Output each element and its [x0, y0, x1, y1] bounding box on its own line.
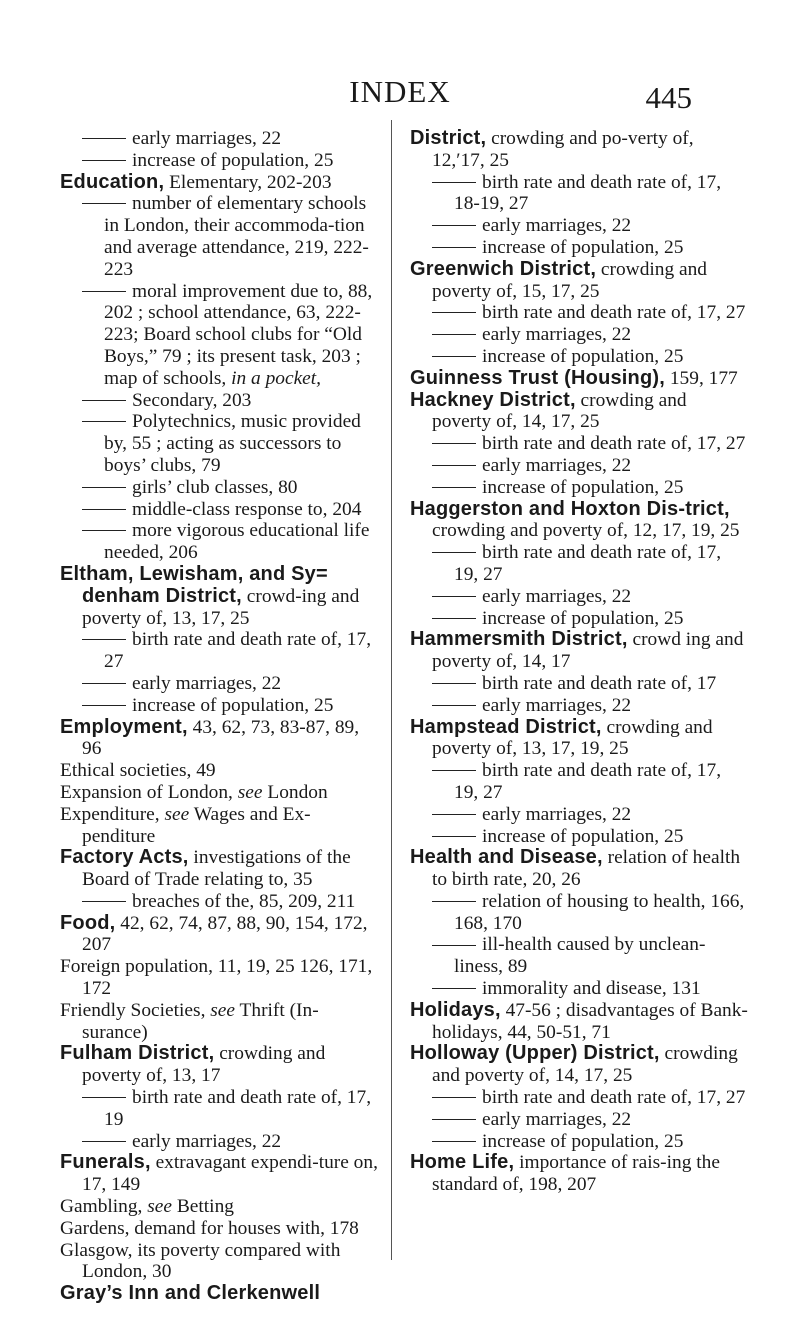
entry-italic: see [210, 999, 236, 1021]
page-number: 445 [645, 80, 692, 115]
entry-heading: Education, [60, 170, 165, 193]
index-entry [60, 956, 380, 1000]
entry-text: 42, 62, 74, 87, 88, 90, 154, 172, 207 [82, 912, 368, 956]
entry-text: Secondary, 203 [132, 389, 252, 411]
entry-text: Polytechnics, music provided by, 55 ; acting as successors to boys’ clubs, 79 [104, 411, 361, 476]
entry-heading: Haggerston and Hoxton Dis-trict, [410, 497, 730, 520]
ditto-dash [432, 225, 476, 226]
entry-text: more vigorous educational life needed, 206 [104, 520, 370, 564]
ditto-dash [82, 138, 126, 139]
ditto-dash [82, 400, 126, 401]
entry-text: importance of rais-ing the standard of, 198, 207 [432, 1152, 720, 1196]
index-subentry [410, 934, 750, 978]
ditto-dash [432, 988, 476, 989]
ditto-dash [82, 705, 126, 706]
entry-text: crowding and poverty of, 12, 17, 19, 25 [432, 520, 740, 542]
entry-text: birth rate and death rate of, 17, 19 [104, 1087, 372, 1130]
index-entry [60, 760, 380, 782]
entry-heading: Home Life, [410, 1151, 515, 1174]
entry-italic: see [164, 803, 190, 825]
ditto-dash [82, 509, 126, 510]
ditto-dash [432, 552, 476, 553]
entry-heading: Health and Disease, [410, 846, 603, 869]
entry-text: 47-56 ; disadvantages of Bank-holidays, 44, 50-51, 71 [432, 999, 748, 1043]
ditto-dash [82, 160, 126, 161]
entry-text: crowding and poverty of, 13, 17 [82, 1043, 326, 1087]
index-entry [410, 390, 750, 434]
index-subentry [60, 1131, 380, 1153]
ditto-dash [432, 312, 476, 313]
index-entry [60, 1043, 380, 1087]
index-entry [60, 1240, 380, 1284]
index-subentry [410, 891, 750, 935]
entry-heading: Gray’s Inn and Clerkenwell [60, 1282, 321, 1305]
ditto-dash [432, 901, 476, 902]
ditto-dash [432, 465, 476, 466]
entry-heading: Holloway (Upper) District, [410, 1042, 660, 1065]
entry-text: ill-health caused by unclean-liness, 89 [454, 934, 706, 978]
entry-heading: Food, [60, 911, 116, 934]
entry-text: girls’ club classes, 80 [132, 476, 298, 498]
ditto-dash [82, 1141, 126, 1142]
entry-text: extravagant expendi-ture on, 17, 149 [82, 1152, 378, 1196]
page-header [0, 74, 800, 114]
entry-heading: Funerals, [60, 1151, 151, 1174]
entry-text: early marriages, 22 [482, 454, 632, 476]
entry-italic: in a pocket, [231, 367, 322, 389]
index-subentry [410, 455, 750, 477]
entry-text: Wages and Ex-penditure [82, 803, 311, 847]
index-subentry [410, 586, 750, 608]
entry-heading: Hampstead District, [410, 715, 602, 738]
entry-text: birth rate and death rate of, 17, 27 [482, 302, 746, 324]
index-subentry [410, 978, 750, 1000]
ditto-dash [82, 1097, 126, 1098]
entry-text: 159, 177 [665, 367, 738, 389]
entry-text: Gambling, [60, 1196, 148, 1218]
index-entry [60, 1218, 380, 1240]
entry-text: birth rate and death rate of, 17 [482, 672, 717, 694]
entry-text: birth rate and death rate of, 17, 19, 27 [454, 542, 722, 585]
ditto-dash [432, 596, 476, 597]
index-subentry [410, 542, 750, 586]
ditto-dash [82, 639, 126, 640]
entry-text: early marriages, 22 [132, 672, 282, 694]
entry-text: London [262, 781, 328, 803]
ditto-dash [432, 836, 476, 837]
entry-text: crowding and poverty of, 13, 17, 19, 25 [432, 716, 713, 760]
entry-text: birth rate and death rate of, 17, 18-19, 27 [454, 171, 722, 215]
entry-text: early marriages, 22 [132, 1130, 282, 1152]
entry-text: early marriages, 22 [482, 1108, 632, 1130]
index-subentry [60, 390, 380, 412]
entry-text: birth rate and death rate of, 17, 27 [482, 1087, 746, 1109]
entry-heading: Guinness Trust (Housing), [410, 366, 666, 389]
entry-text: Ethical societies, 49 [60, 760, 216, 782]
entry-text: crowding and poverty of, 14, 17, 25 [432, 389, 687, 433]
index-subentry [410, 302, 750, 324]
index-subentry [410, 172, 750, 216]
index-subentry [410, 215, 750, 237]
index-entry [410, 1043, 750, 1087]
ditto-dash [82, 291, 126, 292]
ditto-dash [432, 1097, 476, 1098]
index-subentry [410, 433, 750, 455]
column-divider [391, 120, 392, 1260]
entry-text: Thrift (In-surance) [82, 999, 319, 1043]
entry-heading: Hammersmith District, [410, 628, 628, 651]
entry-text: early marriages, 22 [482, 215, 632, 237]
index-subentry [410, 477, 750, 499]
index-subentry [60, 673, 380, 695]
entry-heading: Employment, [60, 715, 188, 738]
entry-text: early marriages, 22 [482, 803, 632, 825]
index-entry [60, 804, 380, 848]
index-subentry [60, 629, 380, 673]
ditto-dash [432, 618, 476, 619]
entry-italic: see [147, 1196, 173, 1218]
entry-text: increase of population, 25 [482, 236, 684, 258]
index-entry [60, 717, 380, 761]
entry-text: Gardens, demand for houses with, 178 [60, 1217, 359, 1239]
ditto-dash [82, 901, 126, 902]
ditto-dash [82, 421, 126, 422]
ditto-dash [82, 530, 126, 531]
ditto-dash [82, 487, 126, 488]
index-subentry [60, 499, 380, 521]
ditto-dash [432, 945, 476, 946]
index-subentry [410, 324, 750, 346]
entry-text: crowd ing and poverty of, 14, 17 [432, 629, 744, 673]
index-entry [410, 1152, 750, 1196]
index-entry [60, 847, 380, 891]
entry-text: early marriages, 22 [482, 585, 632, 607]
entry-text: birth rate and death rate of, 17, 19, 27 [454, 760, 722, 803]
index-column-right [410, 128, 750, 1196]
entry-text: increase of population, 25 [482, 1130, 684, 1152]
index-subentry [60, 150, 380, 172]
index-subentry [410, 804, 750, 826]
index-entry [410, 128, 750, 172]
index-entry [60, 1196, 380, 1218]
entry-text: increase of population, 25 [482, 825, 684, 847]
entry-heading: Hackney District, [410, 388, 576, 411]
ditto-dash [432, 683, 476, 684]
entry-text: increase of population, 25 [482, 607, 684, 629]
entry-text: Expansion of London, [60, 781, 238, 803]
entry-text: breaches of the, 85, 209, 211 [132, 890, 356, 912]
index-subentry [410, 760, 750, 804]
index-subentry [60, 695, 380, 717]
entry-text: number of elementary schools in London, their accommoda-tion and average attendance, 219, 222-223 [104, 193, 369, 280]
index-subentry [60, 1087, 380, 1131]
entry-text: early marriages, 22 [482, 324, 632, 346]
index-entry [60, 1000, 380, 1044]
entry-heading: Holidays, [410, 998, 501, 1021]
index-entry [410, 259, 750, 303]
index-subentry [60, 411, 380, 476]
index-subentry [60, 477, 380, 499]
entry-text: relation of health to birth rate, 20, 26 [432, 847, 741, 891]
ditto-dash [82, 203, 126, 204]
ditto-dash [432, 487, 476, 488]
ditto-dash [432, 247, 476, 248]
entry-text: Betting [172, 1196, 234, 1218]
index-entry [410, 629, 750, 673]
index-entry [60, 1152, 380, 1196]
index-entry [410, 717, 750, 761]
entry-heading: Eltham, Lewisham, and Sy= denham District, [60, 562, 328, 607]
index-entry [410, 499, 750, 543]
ditto-dash [432, 770, 476, 771]
entry-text: crowding and poverty of, 14, 17, 25 [432, 1043, 738, 1087]
index-entry [410, 1000, 750, 1044]
ditto-dash [432, 1141, 476, 1142]
index-subentry [410, 346, 750, 368]
index-subentry [410, 695, 750, 717]
entry-heading: Factory Acts, [60, 846, 189, 869]
index-subentry [60, 281, 380, 390]
entry-text: Foreign population, 11, 19, 25 126, 171, 172 [60, 956, 373, 1000]
index-subentry [410, 826, 750, 848]
ditto-dash [432, 705, 476, 706]
index-entry [410, 368, 750, 390]
ditto-dash [82, 683, 126, 684]
entry-text: Elementary, 202-203 [164, 171, 332, 193]
entry-text: Glasgow, its poverty compared with London, 30 [60, 1239, 341, 1283]
entry-text: immorality and disease, 131 [482, 978, 701, 1000]
entry-text: increase of population, 25 [482, 476, 684, 498]
entry-text: birth rate and death rate of, 17, 27 [104, 629, 372, 673]
index-subentry [410, 1087, 750, 1109]
ditto-dash [432, 182, 476, 183]
entry-italic: see [237, 781, 263, 803]
index-entry [60, 564, 380, 629]
entry-text: 43, 62, 73, 83-87, 89, 96 [82, 716, 360, 760]
entry-text: middle-class response to, 204 [132, 498, 362, 520]
index-subentry [410, 608, 750, 630]
ditto-dash [432, 1119, 476, 1120]
index-subentry [410, 1131, 750, 1153]
entry-text: Friendly Societies, [60, 999, 211, 1021]
index-entry [60, 172, 380, 194]
entry-text: birth rate and death rate of, 17, 27 [482, 433, 746, 455]
entry-text: crowd-ing and poverty of, 13, 17, 25 [82, 585, 360, 629]
entry-text: increase of population, 25 [132, 149, 334, 171]
entry-text: crowding and poverty of, 15, 17, 25 [432, 258, 708, 302]
index-subentry [410, 1109, 750, 1131]
ditto-dash [432, 334, 476, 335]
index-entry [60, 782, 380, 804]
entry-text: crowding and po-verty of, 12,ʹ17, 25 [432, 128, 694, 171]
index-entry [410, 847, 750, 891]
index-entry [60, 913, 380, 957]
page-title: INDEX [349, 74, 451, 109]
ditto-dash [432, 443, 476, 444]
entry-text: Expenditure, [60, 803, 165, 825]
entry-text: early marriages, 22 [482, 694, 632, 716]
ditto-dash [432, 814, 476, 815]
index-column-left [60, 128, 380, 1305]
index-entry [60, 1283, 380, 1305]
entry-text: moral improvement due to, 88, 202 ; school attendance, 63, 222-223; Board school clubs for “Old Boys,” 79 ; its present task, 203 ; map of schools, [104, 280, 373, 389]
index-subentry [60, 193, 380, 280]
index-subentry [60, 520, 380, 564]
entry-text: investigations of the Board of Trade relating to, 35 [82, 847, 351, 891]
entry-heading: Fulham District, [60, 1042, 215, 1065]
entry-text: early marriages, 22 [132, 128, 282, 149]
index-subentry [60, 891, 380, 913]
entry-text: increase of population, 25 [132, 694, 334, 716]
ditto-dash [432, 356, 476, 357]
index-subentry [410, 237, 750, 259]
entry-heading: District, [410, 127, 487, 149]
entry-text: increase of population, 25 [482, 345, 684, 367]
entry-text: relation of housing to health, 166, 168, 170 [454, 890, 745, 934]
entry-heading: Greenwich District, [410, 257, 597, 280]
index-subentry [410, 673, 750, 695]
index-subentry [60, 128, 380, 150]
